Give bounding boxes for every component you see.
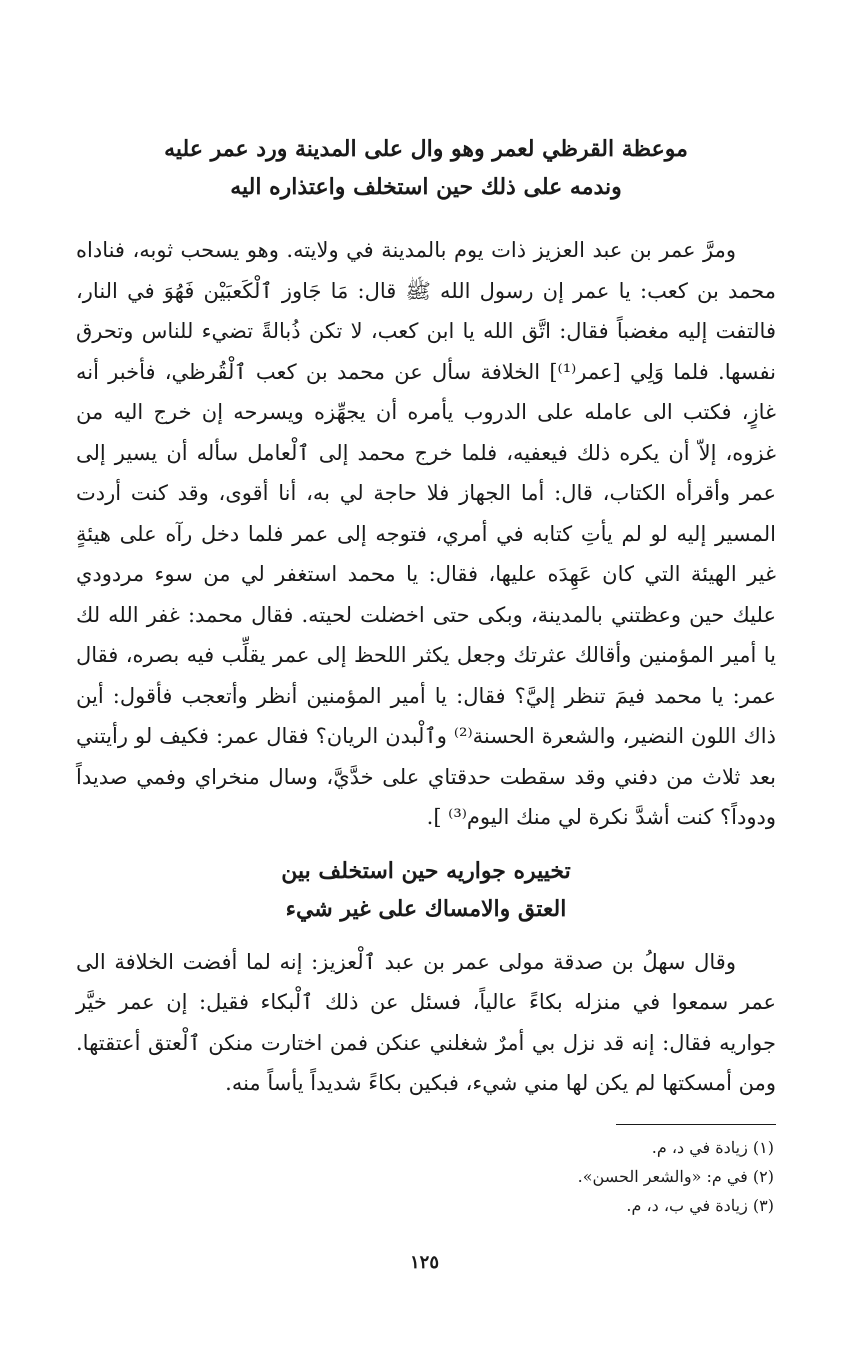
section-heading-1-line-1: موعظة القرظي لعمر وهو وال على المدينة ورد عمر عليه (164, 136, 688, 162)
footnote-2: (٢) في م: «والشعر الحسن». (577, 1166, 774, 1186)
book-page (76, 130, 776, 1220)
body-paragraph-2: وقال سهلُ بن صدقة مولى عمر بن عبد ٱلْعزيز: إنه لما أفضت الخلافة الى عمر سمعوا في منزله بكاءً عالياً، فسئل عن ذلك ٱلْبكاء فقيل: إن عمر خيَّر جواريه فقال: إنه قد نزل بي أمرٌ شغلني عنكن فمن اختارت منكن ٱلْعتق أعتقتها. ومن أمسكتها لم يكن لها مني شيء، فبكين بكاءً شديداً يأساً منه. (76, 949, 776, 1095)
section-heading-1-line-2: وندمه على ذلك حين استخلف واعتذاره اليه (230, 174, 622, 200)
body-paragraph-1: ومرَّ عمر بن عبد العزيز ذات يوم بالمدينة في ولايته. وهو يسحب ثوبه، فناداه محمد بن كعب: يا عمر إن رسول الله ﷺ قال: مَا جَاوز ٱلْكَعبَيْن فَهُوَ في النار، فالتفت إليه مغضباً فقال: اتَّق الله يا ابن كعب، لا تكن ذُبالةً تضيء للناس وتحرق نفسها. فلما وَلِي [عمر⁽¹⁾] الخلافة سأل عن محمد بن كعب ٱلْقُرظي، فأخبر أنه غازٍ، فكتب الى عامله على الدروب يأمره أن يجهِّزه ويسرحه إن خرج اليه من غزوه، إلاّ أن يكره ذلك فيعفيه، فلما خرج محمد إلى ٱلْعامل سأله أن يسير إلى عمر وأقرأه الكتاب، قال: أما الجهاز فلا حاجة لي به، أنا أقوى، وقد كنت أردت المسير إليه لو لم يأتِ كتابه في أمري، فتوجه إلى عمر فلما دخل رآه على هيئةٍ غير الهيئة التي كان عَهِدَه عليها، فقال: يا محمد استغفر لي من سوء مردودي عليك حين وعظتني بالمدينة، وبكى حتى اخضلت لحيته. فقال محمد: غفر الله لك يا أمير المؤمنين وأقالك عثرتك وجعل يكثر اللحظ إلى عمر يقلِّب فيه بصره، فقال عمر: يا محمد فيمَ تنظر إليَّ؟ فقال: يا أمير المؤمنين أنظر وأتعجب فأقول: أين ذاك اللون النضير، والشعرة الحسنة⁽²⁾ وٱلْبدن الريان؟ فقال عمر: فكيف لو رأيتني بعد ثلاث من دفني وقد سقطت حدقتاي على خدَّيَّ، وسال منخراي وفمي صديداً ودوداً؟ كنت أشدَّ نكرة لي منك اليوم⁽³⁾ ]. (76, 238, 776, 829)
section-heading-1 (76, 130, 776, 206)
page-number: ١٢٥ (409, 1252, 439, 1273)
section-heading-2-line-2: العتق والامساك على غير شيء (285, 895, 567, 922)
section-heading-2 (76, 852, 776, 928)
footnote-divider (616, 1124, 776, 1125)
footnote-3: (٣) زيادة في ب، د، م. (626, 1195, 774, 1215)
footnotes (76, 1133, 776, 1220)
section-heading-2-line-1: تخييره جواريه حين استخلف بين (281, 857, 571, 884)
footnote-1: (١) زيادة في د، م. (651, 1137, 774, 1157)
